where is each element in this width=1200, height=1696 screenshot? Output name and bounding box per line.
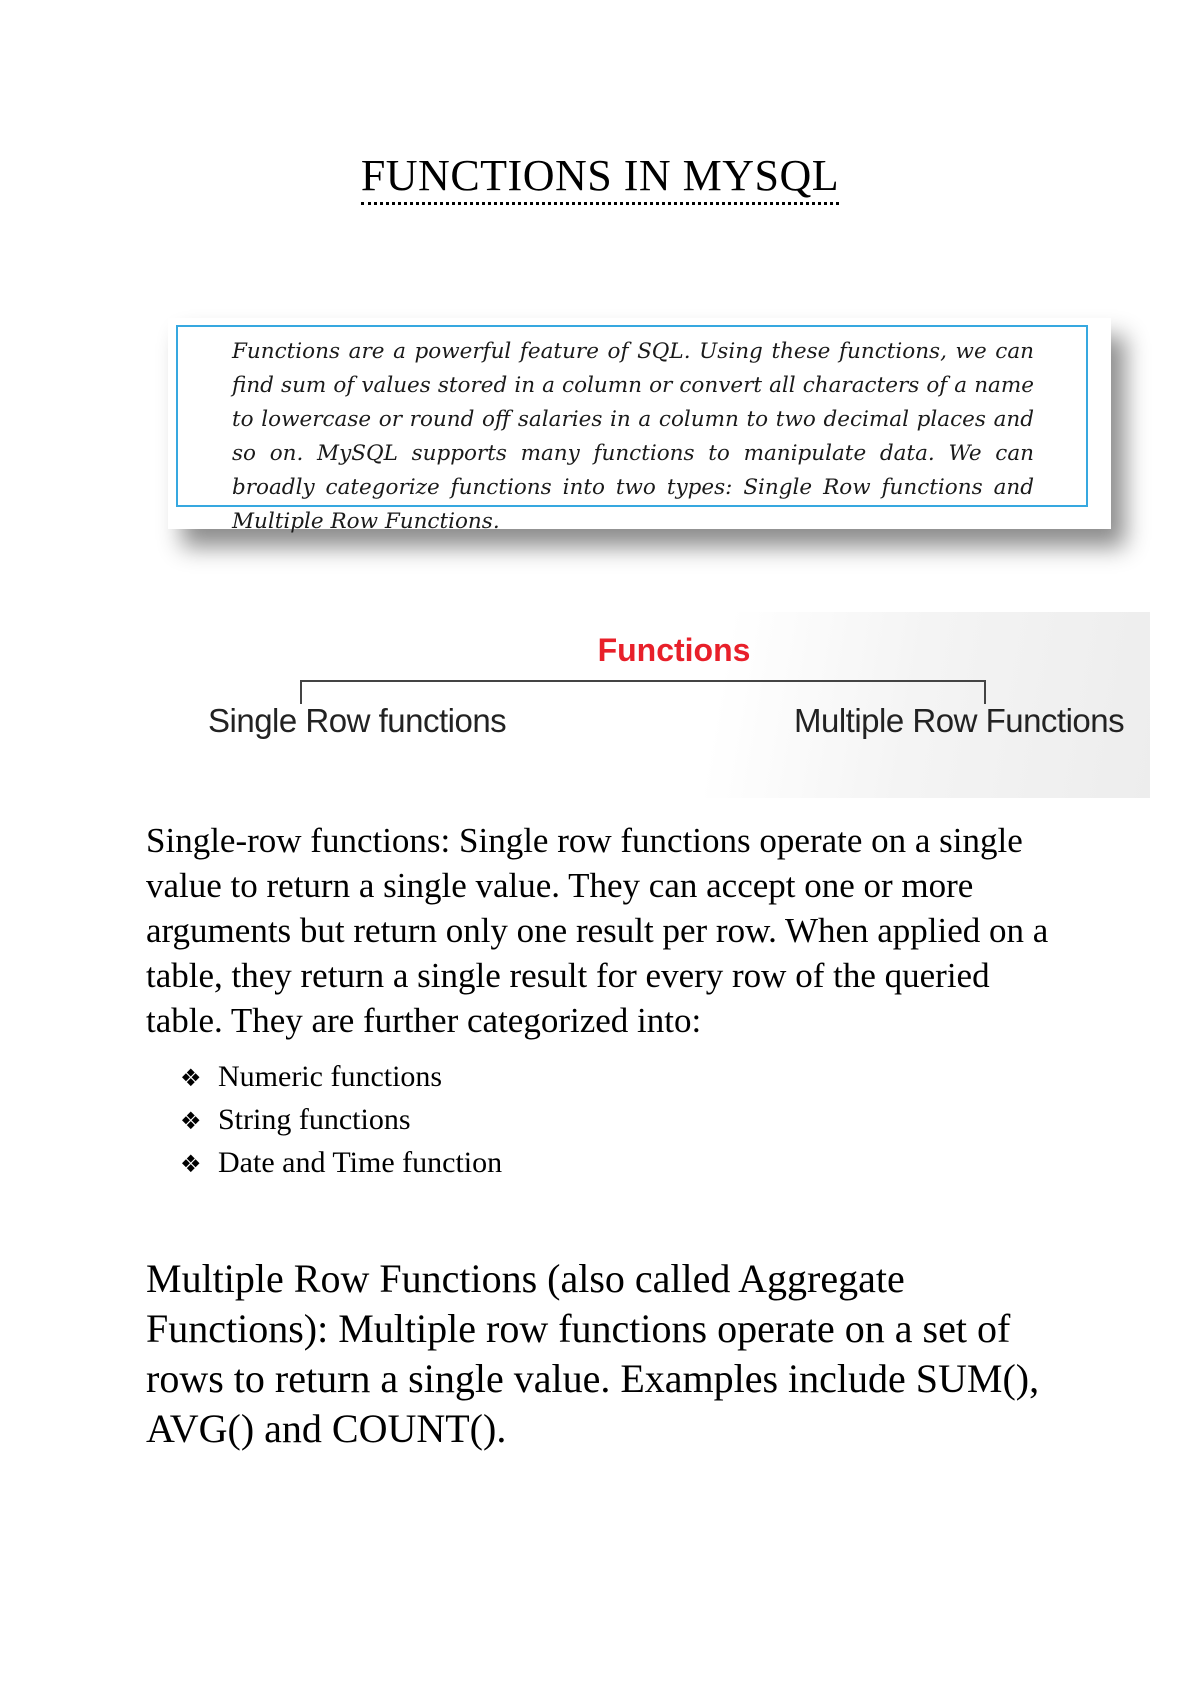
list-item: [180, 1056, 502, 1099]
intro-text: Functions are a powerful feature of SQL. Using these functions, we can find sum of values stored in a column or convert all characters of a name to lowercase or round off salaries in a column to two decimal places and so on. MySQL supports many functions to manipulate data. We can broadly categorize functions into two types: Single Row functions and Multiple Row Functions.: [232, 339, 1034, 534]
list-item: [180, 1142, 502, 1185]
diagram-root-label: Functions: [597, 632, 751, 668]
list-item-label: Date and Time function: [218, 1146, 503, 1179]
multiple-row-paragraph: Multiple Row Functions (also called Aggregate Functions): Multiple row functions operate on a set of rows to return a single value. Examples include SUM(), AVG() and COUNT().: [146, 1256, 1040, 1451]
diagram-bracket-connector: [300, 680, 986, 704]
list-item-label: String functions: [218, 1103, 411, 1136]
intro-box: [176, 325, 1088, 534]
single-row-category-list: [180, 1056, 502, 1185]
diagram-branch-single-row: Single Row functions: [208, 702, 507, 739]
diamond-bullet-icon: ❖: [180, 1150, 202, 1178]
list-item-label: Numeric functions: [218, 1060, 443, 1093]
single-row-paragraph: Single-row functions: Single row functions operate on a single value to return a single value. They can accept one or more arguments but return only one result per row. When applied on a table, they return a single result for every row of the queried table. They are further categorized into:: [146, 821, 1049, 1040]
page-title: [0, 150, 1200, 202]
diamond-bullet-icon: ❖: [180, 1107, 202, 1135]
diagram-branch-multiple-row: Multiple Row Functions: [794, 702, 1125, 739]
functions-diagram: [180, 612, 1150, 798]
diamond-bullet-icon: ❖: [180, 1064, 202, 1092]
list-item: [180, 1099, 502, 1142]
page-title-text: FUNCTIONS IN MYSQL: [361, 151, 839, 205]
